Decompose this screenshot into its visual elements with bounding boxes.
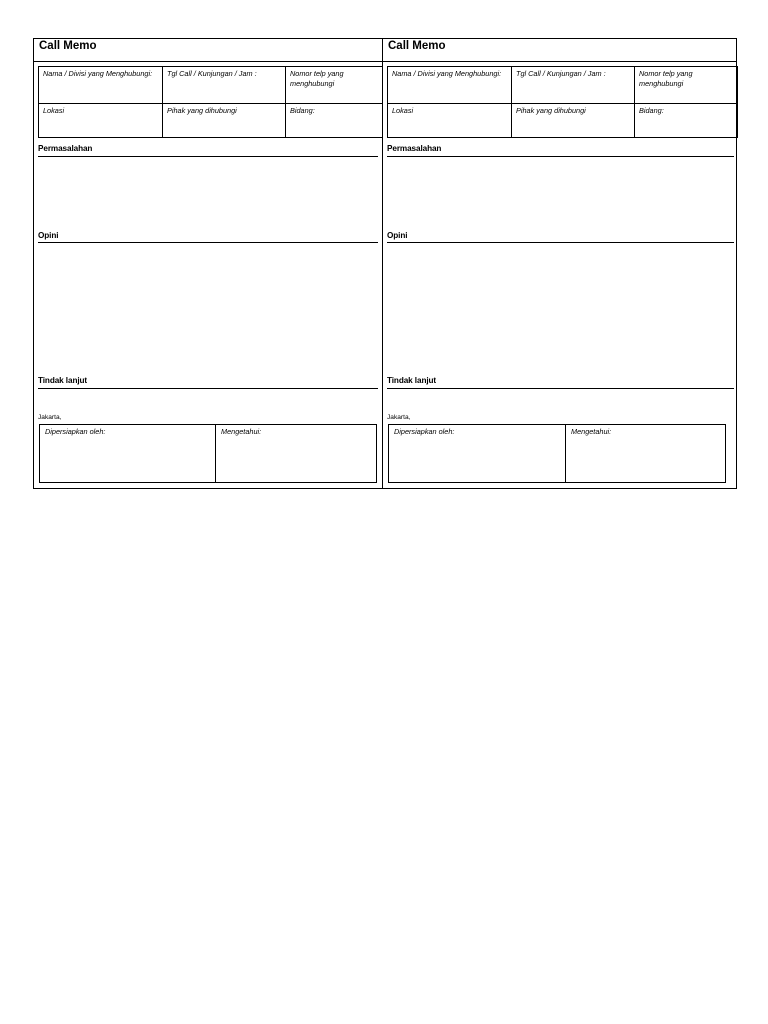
- section-opini-label: Opini: [387, 231, 408, 240]
- acknowledged-by-field[interactable]: Mengetahui:: [221, 427, 262, 436]
- field-pihak-dihubungi[interactable]: Pihak yang dihubungi: [163, 104, 286, 137]
- signature-box: [39, 424, 377, 483]
- prepared-by-field[interactable]: Dipersiapkan oleh:: [40, 425, 216, 482]
- call-memo-left: [34, 39, 386, 488]
- field-nama-divisi[interactable]: Nama / Divisi yang Menghubungi:: [39, 67, 163, 104]
- signature-box: [388, 424, 726, 483]
- field-nama-divisi[interactable]: Nama / Divisi yang Menghubungi:: [388, 67, 512, 104]
- section-opini-line: [387, 242, 734, 243]
- field-nomor-telp[interactable]: Nomor telp yang menghubungi: [286, 67, 382, 104]
- info-table: [38, 66, 383, 138]
- memo-title: Call Memo: [39, 40, 97, 52]
- section-opini-label: Opini: [38, 231, 59, 240]
- field-bidang[interactable]: Bidang:: [639, 106, 664, 115]
- call-memo-right: [383, 39, 735, 488]
- section-opini-line: [38, 242, 378, 243]
- section-tindak-lanjut-line: [387, 388, 734, 389]
- call-memo-sheet: [33, 38, 737, 489]
- field-bidang[interactable]: Bidang:: [290, 106, 315, 115]
- info-table: [387, 66, 738, 138]
- place-label: Jakarta,: [387, 414, 411, 421]
- field-tgl-call[interactable]: Tgl Call / Kunjungan / Jam :: [163, 67, 286, 104]
- field-lokasi[interactable]: Lokasi: [388, 104, 512, 137]
- field-nomor-telp[interactable]: Nomor telp yang menghubungi: [635, 67, 737, 104]
- field-pihak-dihubungi[interactable]: Pihak yang dihubungi: [512, 104, 635, 137]
- section-permasalahan-label: Permasalahan: [38, 144, 93, 153]
- title-underline: [34, 61, 382, 62]
- memo-title: Call Memo: [388, 40, 446, 52]
- section-tindak-lanjut-label: Tindak lanjut: [387, 376, 437, 385]
- section-permasalahan-line: [38, 156, 378, 157]
- section-tindak-lanjut-label: Tindak lanjut: [38, 376, 88, 385]
- field-tgl-call[interactable]: Tgl Call / Kunjungan / Jam :: [512, 67, 635, 104]
- section-permasalahan-line: [387, 156, 734, 157]
- acknowledged-by-field[interactable]: Mengetahui:: [571, 427, 612, 436]
- section-tindak-lanjut-line: [38, 388, 378, 389]
- prepared-by-field[interactable]: Dipersiapkan oleh:: [389, 425, 566, 482]
- section-permasalahan-label: Permasalahan: [387, 144, 442, 153]
- title-underline: [383, 61, 737, 62]
- place-label: Jakarta,: [38, 414, 62, 421]
- field-lokasi[interactable]: Lokasi: [39, 104, 163, 137]
